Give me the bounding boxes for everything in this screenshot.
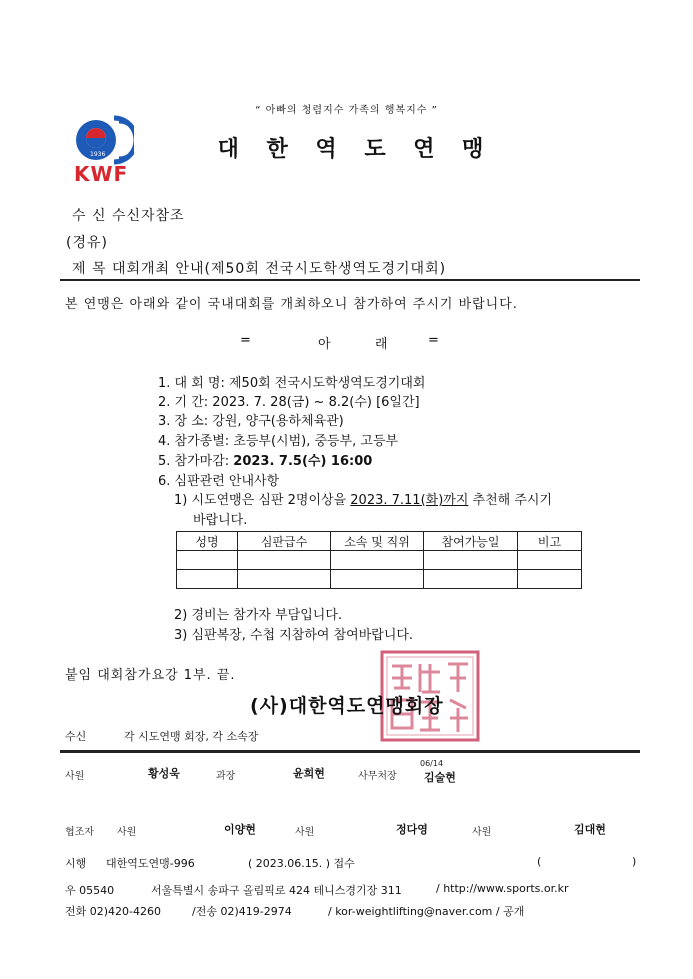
attachment-line: 붙임 대회참가요강 1부. 끝. bbox=[65, 668, 236, 683]
header-divider bbox=[60, 279, 640, 281]
drafter-name: 황성욱 bbox=[148, 767, 180, 780]
drafter-role: 사원 bbox=[65, 771, 85, 782]
receipt-close: ) bbox=[632, 855, 637, 868]
judge-deadline: 2023. 7.11(화)까지 bbox=[350, 493, 469, 508]
col-grade: 심판급수 bbox=[238, 532, 331, 551]
intro-text: 본 연맹은 아래와 같이 국내대회를 개최하오니 참가하여 주시기 바랍니다. bbox=[65, 297, 518, 312]
reviewer-role: 과장 bbox=[216, 771, 236, 782]
below-char-b: 래 bbox=[375, 337, 388, 352]
logo-text: KWF bbox=[74, 162, 129, 186]
email: / kor-weightlifting@naver.com / 공개 bbox=[328, 905, 525, 918]
approval-date: 06/14 bbox=[420, 759, 444, 768]
col-affiliation: 소속 및 직위 bbox=[331, 532, 424, 551]
approver-name: 김술현 bbox=[424, 771, 456, 784]
subject-line: 제 목 대회개최 안내(제50회 전국시도학생역도경기대회) bbox=[72, 261, 447, 277]
website: / http://www.sports.or.kr bbox=[436, 882, 569, 895]
coop2-role: 사원 bbox=[295, 827, 315, 838]
coop3-role: 사원 bbox=[472, 827, 492, 838]
table-header-row bbox=[177, 532, 582, 551]
item-judge-info: 6. 심판관련 안내사항 bbox=[158, 474, 280, 489]
deadline-label: 5. 참가마감: bbox=[158, 454, 234, 469]
item-deadline bbox=[158, 450, 372, 469]
slogan: “ 아빠의 청렴지수 가족의 행복지수 ” bbox=[255, 105, 438, 116]
item-categories: 4. 참가종별: 초등부(시범), 중등부, 고등부 bbox=[158, 434, 399, 449]
coop1-name: 이양현 bbox=[224, 823, 256, 836]
address: 서울특별시 송파구 올림픽로 424 테니스경기장 311 bbox=[151, 884, 402, 897]
exec-label: 시행 bbox=[65, 857, 87, 870]
zip-code: 우 05540 bbox=[65, 884, 115, 897]
fax: /전송 02)419-2974 bbox=[192, 905, 292, 918]
organization-name: (사)대한역도연맹회장 bbox=[250, 695, 444, 717]
approval-divider bbox=[60, 750, 640, 753]
judge-point-1-post: 추천해 주시기 bbox=[468, 493, 553, 508]
document-title: 대 한 역 도 연 맹 bbox=[217, 137, 494, 162]
cooperation-label: 협조자 bbox=[65, 827, 94, 838]
table-row bbox=[177, 570, 582, 589]
logo-year: 1936 bbox=[90, 151, 106, 158]
col-availability: 참여가능일 bbox=[424, 532, 518, 551]
item-event-name: 1. 대 회 명: 제50회 전국시도학생역도경기대회 bbox=[158, 376, 426, 391]
item-venue: 3. 장 소: 강원, 양구(용하체육관) bbox=[158, 414, 344, 429]
receipt-open: ( bbox=[537, 855, 542, 868]
via-line: (경유) bbox=[66, 235, 108, 251]
exec-date: ( 2023.06.15. ) 접수 bbox=[248, 857, 355, 870]
coop2-name: 정다영 bbox=[396, 823, 428, 836]
exec-number: 대한역도연맹-996 bbox=[106, 857, 195, 870]
below-right-mark: = bbox=[428, 333, 439, 348]
recipient-line: 수 신 수신자참조 bbox=[72, 208, 185, 224]
below-char-a: 아 bbox=[318, 337, 331, 352]
coop1-role: 사원 bbox=[117, 827, 137, 838]
col-remarks: 비고 bbox=[518, 532, 582, 551]
col-name: 성명 bbox=[177, 532, 238, 551]
table-row bbox=[177, 551, 582, 570]
judge-point-3: 3) 심판복장, 수첩 지참하여 참여바랍니다. bbox=[174, 628, 414, 643]
reviewer-name: 윤희현 bbox=[293, 767, 325, 780]
judge-point-1-pre: 1) 시도연맹은 심판 2명이상을 bbox=[174, 493, 351, 508]
coop3-name: 김대현 bbox=[574, 823, 606, 836]
below-left-mark: = bbox=[240, 333, 251, 348]
phone: 전화 02)420-4260 bbox=[65, 905, 161, 918]
distribution-value: 각 시도연맹 회장, 각 소속장 bbox=[124, 730, 259, 743]
item-period: 2. 기 간: 2023. 7. 28(금) ~ 8.2(수) [6일간] bbox=[158, 395, 420, 410]
distribution-label: 수신 bbox=[65, 730, 87, 743]
deadline-value: 2023. 7.5(수) 16:00 bbox=[233, 454, 373, 469]
judge-table bbox=[176, 531, 582, 589]
judge-point-1 bbox=[174, 489, 552, 508]
judge-point-2: 2) 경비는 참가자 부담입니다. bbox=[174, 608, 343, 623]
judge-point-1-cont: 바랍니다. bbox=[193, 513, 248, 528]
approver-role: 사무처장 bbox=[358, 771, 397, 782]
